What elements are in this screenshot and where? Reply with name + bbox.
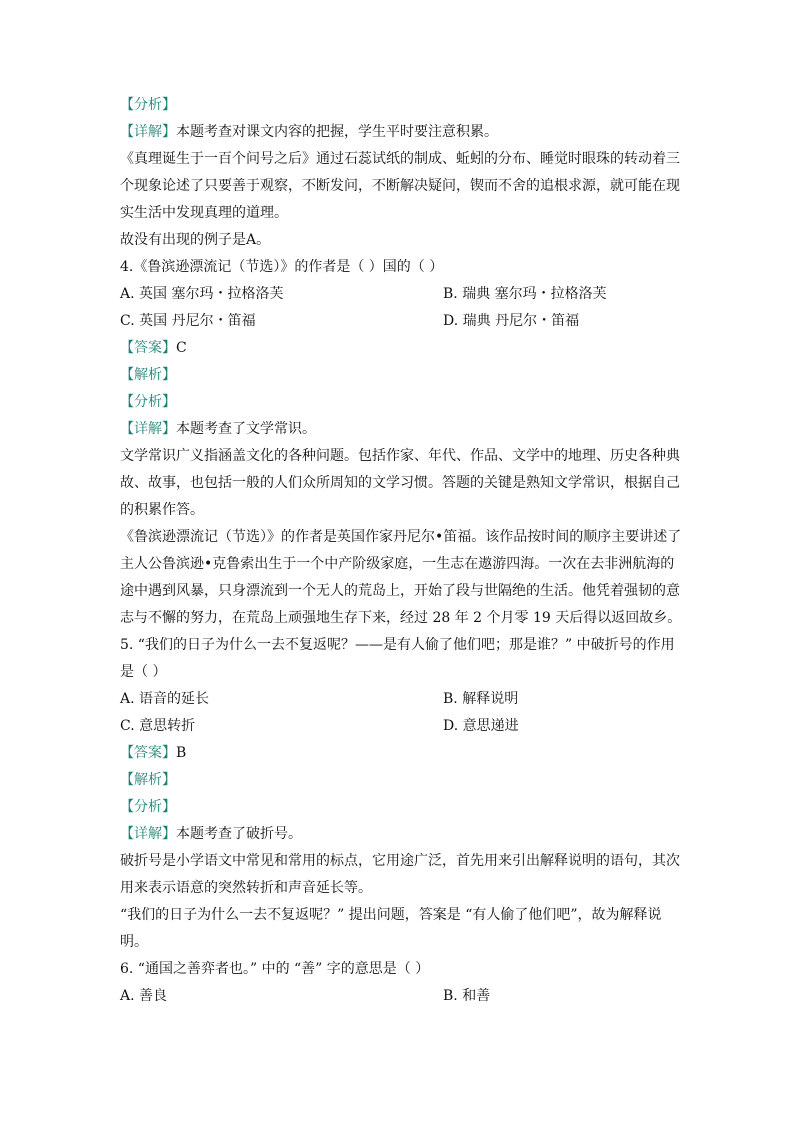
paragraph-line: 实生活中发现真理的道理。 xyxy=(120,205,288,221)
option-a: A. 语音的延长 xyxy=(120,691,210,707)
option-b: B. 解释说明 xyxy=(443,691,519,707)
answer-value: B xyxy=(176,745,187,761)
option-a: A. 英国 塞尔玛・拉格洛芙 xyxy=(120,286,284,302)
option-d: D. 瑞典 丹尼尔・笛福 xyxy=(443,313,580,329)
paragraph-line: 破折号是小学语文中常见和常用的标点，它用途广泛，首先用来引出解释说明的语句，其次 xyxy=(120,853,680,869)
detail-tag: 【详解】 xyxy=(120,124,176,140)
options-row xyxy=(120,983,680,1010)
option-b: B. 瑞典 塞尔玛・拉格洛芙 xyxy=(443,286,607,302)
paragraph-line: 个现象论述了只要善于观察，不断发问，不断解决疑问，锲而不舍的追根求源，就可能在现 xyxy=(120,178,680,194)
options-row xyxy=(120,713,680,740)
paragraph-line: 明。 xyxy=(120,934,148,950)
explanation-heading: 【解析】 xyxy=(120,367,176,383)
explanation-heading: 【解析】 xyxy=(120,772,176,788)
option-a: A. 善良 xyxy=(120,988,168,1004)
detail-text: 本题考查了文学常识。 xyxy=(176,421,316,437)
paragraph-line: 的积累作答。 xyxy=(120,502,204,518)
analysis-heading: 【分析】 xyxy=(120,97,176,113)
question-5: 5. “我们的日子为什么一去不复返呢？——是有人偷了他们吧；那是谁？” 中破折号的作用 xyxy=(120,637,675,653)
options-row xyxy=(120,686,680,713)
paragraph-line: 文学常识广义指涵盖文化的各种问题。包括作家、年代、作品、文学中的地理、历史各种典 xyxy=(120,448,680,464)
paragraph-line: 途中遇到风暴，只身漂流到一个无人的荒岛上，开始了段与世隔绝的生活。他凭着强韧的意 xyxy=(120,583,680,599)
answer-tag: 【答案】 xyxy=(120,745,176,761)
detail-text: 本题考查对课文内容的把握，学生平时要注意积累。 xyxy=(176,124,498,140)
paragraph-line: 故、故事，也包括一般的人们众所周知的文学习惯。答题的关键是熟知文学常识，根据自己 xyxy=(120,475,680,491)
paragraph-line: 用来表示语意的突然转折和声音延长等。 xyxy=(120,880,372,896)
option-c: C. 英国 丹尼尔・笛福 xyxy=(120,313,256,329)
question-5-cont: 是（ ） xyxy=(120,664,167,680)
answer-tag: 【答案】 xyxy=(120,340,176,356)
option-c: C. 意思转折 xyxy=(120,718,196,734)
conclusion-line: 故没有出现的例子是A。 xyxy=(120,232,271,248)
answer-line xyxy=(120,740,680,767)
question-6: 6. “通国之善弈者也。” 中的 “善” 字的意思是（ ） xyxy=(120,961,430,977)
paragraph-line: “我们的日子为什么一去不复返呢？” 提出问题，答案是 “有人偷了他们吧”，故为解释说 xyxy=(120,907,662,923)
answer-line xyxy=(120,335,680,362)
question-4: 4.《鲁滨逊漂流记（节选）》的作者是（ ）国的（ ） xyxy=(120,259,444,275)
detail-line xyxy=(120,416,680,443)
options-row xyxy=(120,281,680,308)
paragraph-line: 《真理诞生于一百个问号之后》通过石蕊试纸的制成、蚯蚓的分布、睡觉时眼珠的转动着三 xyxy=(120,151,680,167)
answer-value: C xyxy=(176,340,187,356)
detail-tag: 【详解】 xyxy=(120,421,176,437)
detail-line xyxy=(120,821,680,848)
detail-tag: 【详解】 xyxy=(120,826,176,842)
paragraph-line: 主人公鲁滨逊•克鲁索出生于一个中产阶级家庭，一生志在遨游四海。一次在去非洲航海的 xyxy=(120,556,675,572)
document-page xyxy=(120,92,680,1010)
paragraph-line: 志与不懈的努力，在荒岛上顽强地生存下来，经过 28 年 2 个月零 19 天后得以返回故乡。 xyxy=(120,610,682,626)
analysis-heading: 【分析】 xyxy=(120,394,176,410)
detail-text: 本题考查了破折号。 xyxy=(176,826,302,842)
analysis-heading: 【分析】 xyxy=(120,799,176,815)
option-b: B. 和善 xyxy=(443,988,491,1004)
option-d: D. 意思递进 xyxy=(443,718,519,734)
options-row xyxy=(120,308,680,335)
paragraph-line: 《鲁滨逊漂流记（节选）》的作者是英国作家丹尼尔•笛福。该作品按时间的顺序主要讲述了 xyxy=(120,529,682,545)
detail-line xyxy=(120,119,680,146)
